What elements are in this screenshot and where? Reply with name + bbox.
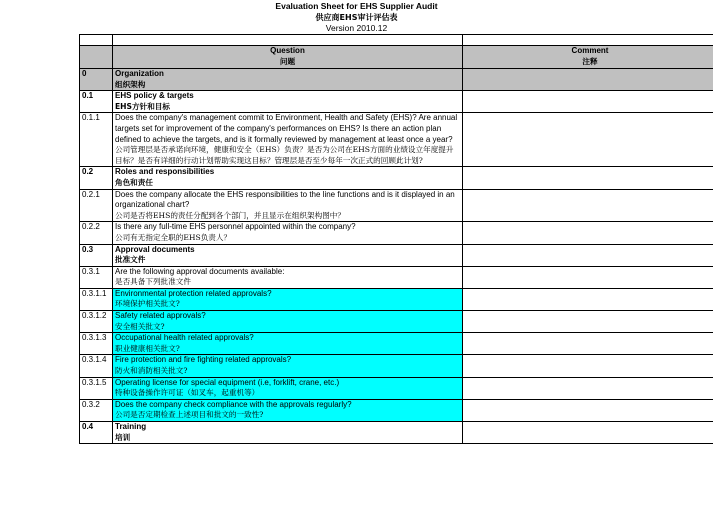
sheet-title: Evaluation Sheet for EHS Supplier Audit bbox=[0, 1, 713, 12]
row-number: 0.3.1.5 bbox=[80, 377, 113, 399]
question-cell bbox=[113, 113, 463, 167]
question-text-en: Does the company's management commit to Environment, Health and Safety (EHS)? Are annual targets set for improvement of the company's performances on EHS? Is there an action plan defined to achieve the targets, and is it formally reviewed by management at least once a year? bbox=[115, 113, 460, 145]
comment-cell[interactable] bbox=[463, 355, 713, 377]
sheet-version: Version 2010.12 bbox=[0, 23, 713, 34]
question-row bbox=[80, 311, 713, 333]
question-cell bbox=[113, 69, 463, 91]
audit-sheet bbox=[0, 1, 713, 505]
row-number: 0.3 bbox=[80, 244, 113, 266]
question-column-header: Question 问题 bbox=[113, 46, 463, 69]
row-number: 0.4 bbox=[80, 422, 113, 444]
subsection-row bbox=[80, 167, 713, 189]
question-cell bbox=[113, 222, 463, 244]
comment-cell[interactable] bbox=[463, 333, 713, 355]
blank-row bbox=[80, 35, 713, 46]
question-text-en: Fire protection and fire fighting related approvals? bbox=[115, 355, 460, 366]
comment-cell[interactable] bbox=[463, 189, 713, 222]
question-text-cn: 职业健康相关批文? bbox=[115, 344, 460, 355]
question-text-en: Occupational health related approvals? bbox=[115, 333, 460, 344]
question-row bbox=[80, 222, 713, 244]
row-number: 0.2.1 bbox=[80, 189, 113, 222]
question-text-cn: 是否具备下列批准文件 bbox=[115, 277, 460, 288]
question-text-cn: 培训 bbox=[115, 433, 460, 444]
question-cell bbox=[113, 266, 463, 288]
question-text-en: Training bbox=[115, 422, 460, 433]
section-row bbox=[80, 69, 713, 91]
question-cell bbox=[113, 189, 463, 222]
row-number: 0 bbox=[80, 69, 113, 91]
question-row bbox=[80, 377, 713, 399]
question-cell bbox=[113, 422, 463, 444]
question-text-cn: 批准文件 bbox=[115, 255, 460, 266]
question-text-en: Does the company check compliance with the approvals regularly? bbox=[115, 400, 460, 411]
row-number: 0.1.1 bbox=[80, 113, 113, 167]
row-number: 0.3.1.4 bbox=[80, 355, 113, 377]
question-row bbox=[80, 399, 713, 421]
question-cell bbox=[113, 244, 463, 266]
comment-cell[interactable] bbox=[463, 222, 713, 244]
question-row bbox=[80, 113, 713, 167]
comment-cell[interactable] bbox=[463, 266, 713, 288]
comment-cell[interactable] bbox=[463, 288, 713, 310]
row-number: 0.1 bbox=[80, 91, 113, 113]
comment-cell[interactable] bbox=[463, 422, 713, 444]
comment-cell[interactable] bbox=[463, 311, 713, 333]
row-number: 0.3.1.2 bbox=[80, 311, 113, 333]
question-row bbox=[80, 333, 713, 355]
row-number: 0.2 bbox=[80, 167, 113, 189]
question-text-cn: 公司管理层是否承诺向环境，健康和安全（EHS）负责？是否为公司在EHS方面的业绩设立年度提升目标？是否有详细的行动计划帮助实现这目标？管理层是否至少每年一次正式的回顾此计划? bbox=[115, 145, 460, 166]
question-text-cn: EHS方针和目标 bbox=[115, 102, 460, 113]
question-cell bbox=[113, 399, 463, 421]
question-text-en: Roles and responsibilities bbox=[115, 167, 460, 178]
question-text-en: Organization bbox=[115, 69, 460, 80]
question-text-cn: 防火和消防相关批文? bbox=[115, 366, 460, 377]
question-row bbox=[80, 288, 713, 310]
comment-cell[interactable] bbox=[463, 113, 713, 167]
comment-column-header: Comment 注释 bbox=[463, 46, 713, 69]
comment-cell[interactable] bbox=[463, 244, 713, 266]
row-number: 0.3.2 bbox=[80, 399, 113, 421]
question-cell bbox=[113, 311, 463, 333]
row-number: 0.3.1.3 bbox=[80, 333, 113, 355]
comment-cell[interactable] bbox=[463, 167, 713, 189]
sheet-header bbox=[0, 1, 713, 34]
question-cell bbox=[113, 91, 463, 113]
question-text-cn: 角色和责任 bbox=[115, 178, 460, 189]
question-text-cn: 环境保护相关批文? bbox=[115, 299, 460, 310]
question-text-cn: 公司是否定期检查上述项目和批文的一致性? bbox=[115, 410, 460, 421]
question-cell bbox=[113, 167, 463, 189]
comment-cell[interactable] bbox=[463, 399, 713, 421]
subsection-row bbox=[80, 91, 713, 113]
question-row bbox=[80, 189, 713, 222]
question-text-cn: 组织架构 bbox=[115, 80, 460, 91]
question-text-en: Does the company allocate the EHS responsibilities to the line functions and is it displayed in an organizational chart? bbox=[115, 190, 460, 211]
subsection-row bbox=[80, 244, 713, 266]
subsection-row bbox=[80, 422, 713, 444]
question-text-cn: 公司有无指定全职的EHS负责人？ bbox=[115, 233, 460, 244]
row-number: 0.3.1 bbox=[80, 266, 113, 288]
row-number: 0.2.2 bbox=[80, 222, 113, 244]
question-text-en: Is there any full-time EHS personnel appointed within the company? bbox=[115, 222, 460, 233]
question-text-en: Operating license for special equipment (i.e, forklift, crane, etc.) bbox=[115, 378, 460, 389]
question-text-cn: 安全相关批文? bbox=[115, 322, 460, 333]
question-cell bbox=[113, 355, 463, 377]
question-text-en: Approval documents bbox=[115, 245, 460, 256]
question-row bbox=[80, 355, 713, 377]
question-text-cn: 特种设备操作许可证（如叉车，起重机等） bbox=[115, 388, 460, 399]
question-text-en: Safety related approvals? bbox=[115, 311, 460, 322]
comment-cell[interactable] bbox=[463, 91, 713, 113]
row-number: 0.3.1.1 bbox=[80, 288, 113, 310]
audit-table bbox=[79, 34, 713, 444]
question-text-en: EHS policy & targets bbox=[115, 91, 460, 102]
comment-cell[interactable] bbox=[463, 69, 713, 91]
sheet-title-cn: 供应商EHS审计评估表 bbox=[0, 12, 713, 23]
question-text-en: Are the following approval documents available: bbox=[115, 267, 460, 278]
question-cell bbox=[113, 377, 463, 399]
comment-cell[interactable] bbox=[463, 377, 713, 399]
question-row bbox=[80, 266, 713, 288]
column-header-row bbox=[80, 46, 713, 69]
question-text-en: Environmental protection related approvals? bbox=[115, 289, 460, 300]
question-text-cn: 公司是否将EHS的责任分配到各个部门，并且显示在组织架构图中？ bbox=[115, 211, 460, 222]
question-cell bbox=[113, 288, 463, 310]
question-cell bbox=[113, 333, 463, 355]
